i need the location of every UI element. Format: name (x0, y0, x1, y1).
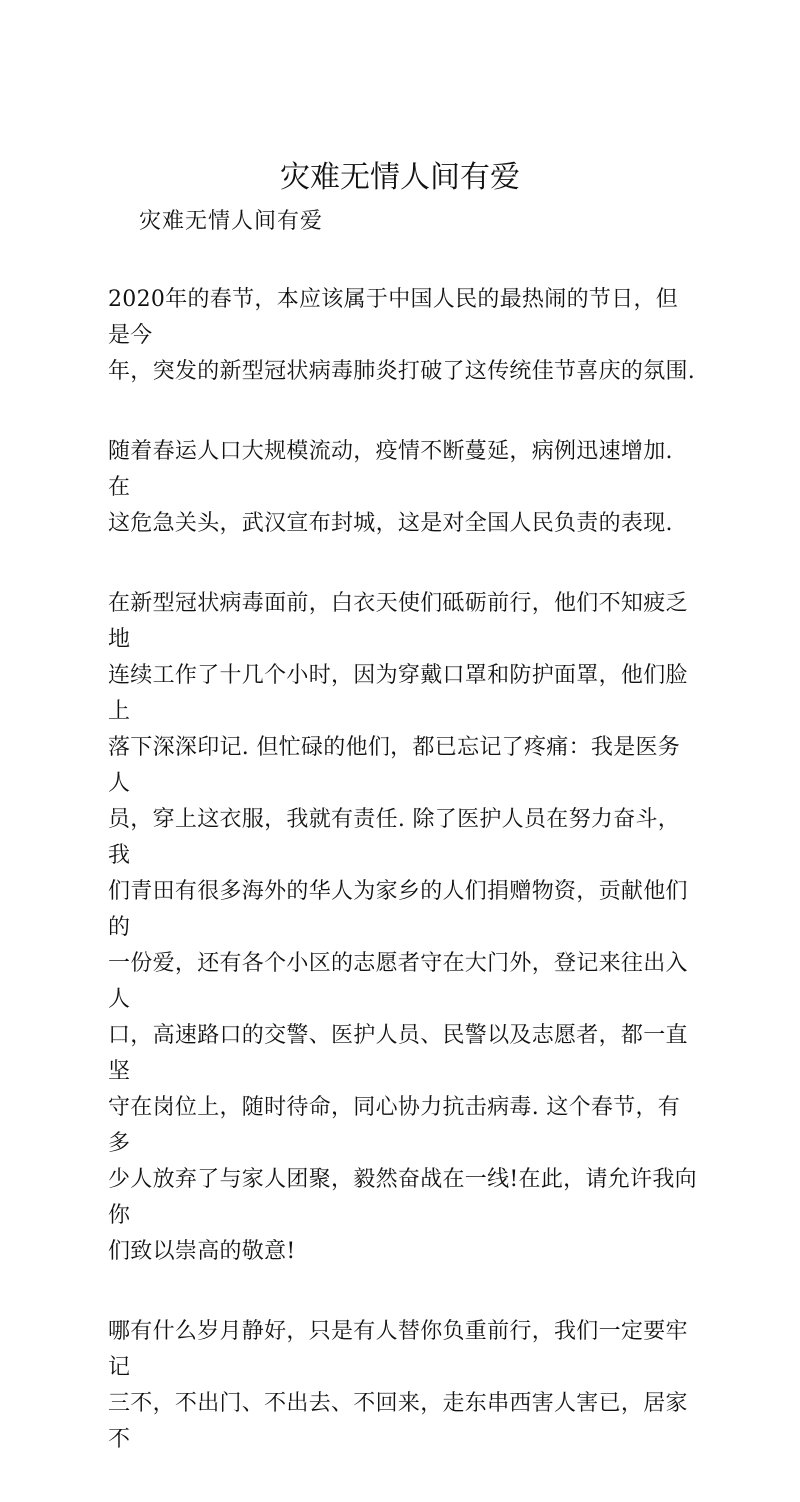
paragraph-4: 哪有什么岁月静好，只是有人替你负重前行，我们一定要牢记 三不，不出门、不出去、不回来，走东串西害人害已，居家不 (108, 1319, 688, 1452)
document-body (108, 282, 698, 1502)
document-subtitle: 灾难无情人间有爱 (139, 209, 324, 234)
paragraph-3: 在新型冠状病毒面前，白衣天使们砥砺前行，他们不知疲乏地 连续工作了十几个小时，因为穿戴口罩和防护面罩，他们脸上 落下深深印记. 但忙碌的他们，都已忘记了疼痛：我是医务人 员，穿上这衣服，我就有责任. 除了医护人员在努力奋斗，我 们青田有很多海外的华人为家乡的人们捐赠物资，贡献他们的 一份爱，还有各个小区的志愿者守在大门外，登记来往出入人 口，高速路口的交警、医护人员、民警以及志愿者，都一直坚 守在岗位上，随时待命，同心协力抗击病毒. 这个春节，有多 少人放弃了与家人团聚，毅然奋战在一线!在此，请允许我向你 们致以崇高的敬意! (108, 591, 697, 1264)
paragraph-1: 2020年的春节，本应该属于中国人民的最热闹的节日，但是今 年，突发的新型冠状病毒肺炎打破了这传统佳节喜庆的氛围. (108, 287, 696, 384)
paragraph-2: 随着春运人口大规模流动，疫情不断蔓延，病例迅速增加. 在 这危急关头，武汉宣布封城，这是对全国人民负责的表现. (108, 439, 673, 536)
document-title: 灾难无情人间有爱 (280, 160, 520, 195)
